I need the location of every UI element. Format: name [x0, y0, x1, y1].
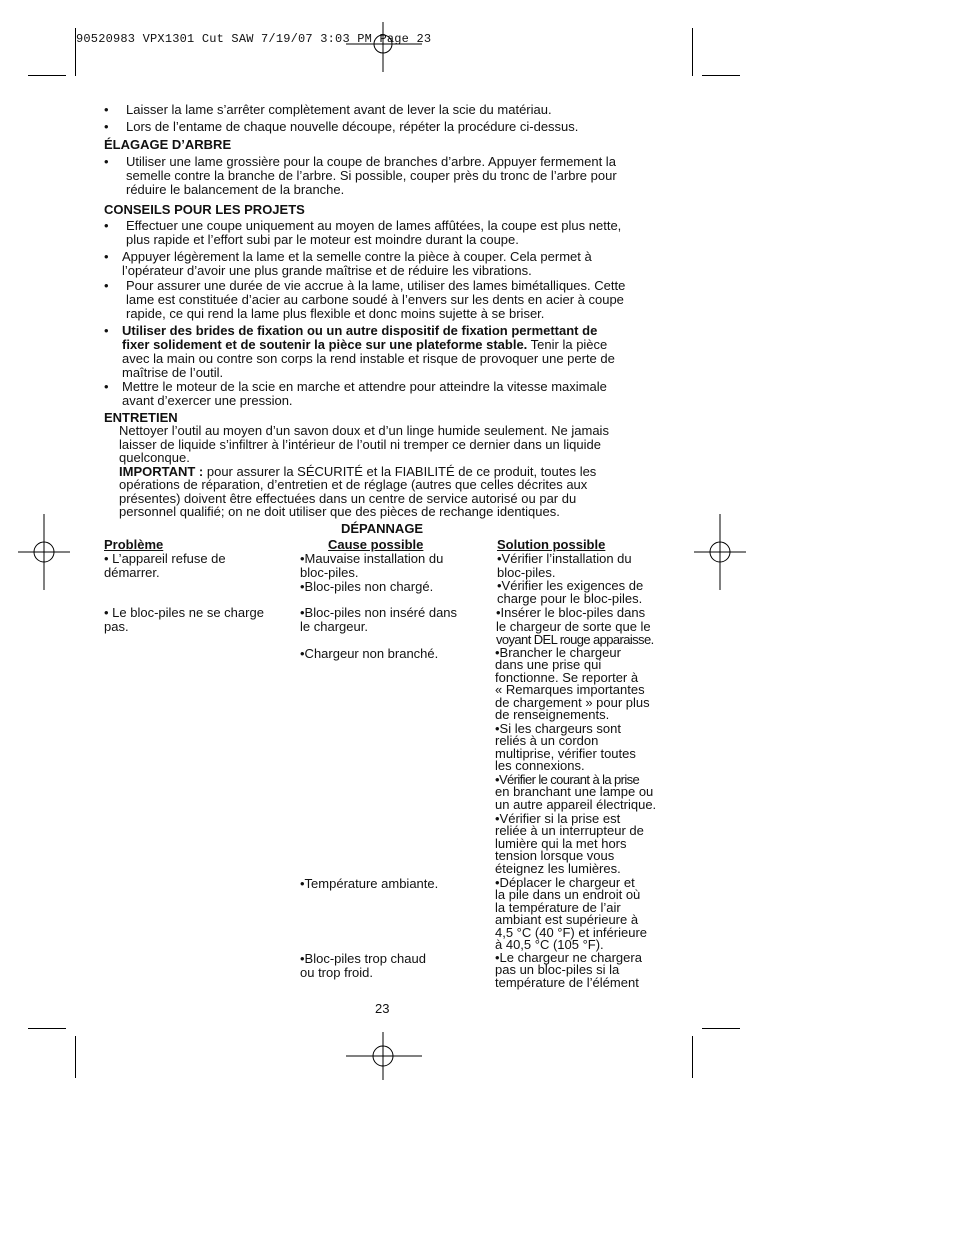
conseil-2: Appuyer légèrement la lame et la semelle contre la pièce à couper. Cela permet à l’opérateur d’avoir une plus grande maîtrise et de réduire les vibrations. [122, 249, 592, 278]
solution-7: •Vérifier si la prise est reliée à un interrupteur de lumière qui la met hors tension lorsque vous éteignez les lumières. [495, 811, 644, 876]
probleme-1: • L’appareil refuse de démarrer. [104, 551, 226, 580]
entretien-heading: ENTRETIEN [104, 410, 178, 425]
solution-4: •Brancher le chargeur dans une prise qui fonctionne. Se reporter à « Remarques importantes de chargement » pour plus de renseignements. [495, 645, 650, 723]
registration-mark-top [346, 22, 422, 72]
conseils-heading: CONSEILS POUR LES PROJETS [104, 202, 305, 217]
conseil-3: Pour assurer une durée de vie accrue à la lame, utiliser des lames bimétalliques. Cette lame est constituée d’acier au carbone soudé à l’envers sur les dents en acier à coupe rapide, ce qui rend la lame plus flexible et donc moins sujette à se briser. [126, 278, 626, 321]
cause-1: •Mauvaise installation du bloc-piles. [300, 551, 444, 580]
intro-bullet-1: Laisser la lame s’arrêter complètement avant de lever la scie du matériau. [126, 102, 552, 117]
conseil-5: Mettre le moteur de la scie en marche et attendre pour atteindre la vitesse maximale avant d’exercer une pression. [122, 379, 607, 408]
entretien-text: Nettoyer l’outil au moyen d’un savon doux et d’un linge humide seulement. Ne jamais laisser de liquide s’infiltrer à l’intérieur de l’outil ni tremper ce dernier dans un liquide quelconque. IMPORTANT : pour assurer la SÉCURITÉ et la FIABILITÉ de ce produit, toutes les opérations de réparation, d’entretien et de réglage (autres que celles décrites aux présentes) doivent être effectuées dans un centre de service autorisé ou par du personnel qualifié; on ne doit utiliser que des pièces de rechange identiques. [119, 423, 609, 519]
page-number: 23 [375, 1001, 390, 1016]
solution-9: •Le chargeur ne chargera pas un bloc-piles si la température de l’élément [495, 950, 642, 990]
solution-3: •Insérer le bloc-piles dans le chargeur de sorte que le voyant DEL rouge apparaisse. [496, 605, 654, 647]
print-header: 90520983 VPX1301 Cut SAW 7/19/07 3:03 PM Page 23 [76, 32, 432, 46]
solution-8: •Déplacer le chargeur et la pile dans un endroit où la température de l’air ambiant est supérieure à 4,5 °C (40 °F) et inférieure à 40,5 °C (105 °F). [495, 875, 648, 953]
registration-mark-left [18, 514, 70, 590]
header-solution: Solution possible [497, 537, 606, 552]
solution-1: •Vérifier l’installation du bloc-piles. [497, 551, 632, 580]
header-probleme: Problème [104, 537, 164, 552]
solution-2: •Vérifier les exigences de charge pour le bloc-piles. [497, 578, 644, 606]
conseil-4: Utiliser des brides de fixation ou un autre dispositif de fixation permettant de fixer solidement et de soutenir la pièce sur une plateforme stable. Tenir la pièce avec la main ou contre son corps la rend instable et risque de provoquer une perte de maîtrise de l’outil. [122, 323, 615, 380]
cause-6: •Bloc-piles trop chaud ou trop froid. [300, 951, 426, 980]
cause-4: •Chargeur non branché. [300, 646, 439, 661]
cause-5: •Température ambiante. [300, 876, 439, 891]
registration-mark-bottom [346, 1032, 422, 1080]
depannage-title: DÉPANNAGE [341, 521, 424, 536]
conseil-1: Effectuer une coupe uniquement au moyen de lames affûtées, la coupe est plus nette, plus rapide et l’effort subi par le moteur est moindre durant la coupe. [126, 218, 622, 247]
intro-bullet-2: Lors de l’entame de chaque nouvelle découpe, répéter la procédure ci-dessus. [126, 119, 579, 134]
registration-mark-right [694, 514, 746, 590]
solution-5: •Si les chargeurs sont reliés à un cordon multiprise, vérifier toutes les connexions. [495, 721, 636, 774]
probleme-2: • Le bloc-piles ne se charge pas. [104, 605, 264, 634]
cause-2: •Bloc-piles non chargé. [300, 579, 434, 594]
elagage-heading: ÉLAGAGE D’ARBRE [104, 137, 232, 152]
cause-3: •Bloc-piles non inséré dans le chargeur. [300, 605, 458, 634]
elagage-text: Utiliser une lame grossière pour la coupe de branches d’arbre. Appuyer fermement la semelle contre la branche de l’arbre. Si possible, couper près du tronc de l’arbre pour réduire le balancement de la branche. [126, 154, 617, 197]
solution-6: •Vérifier le courant à la prise en branchant une lampe ou un autre appareil électrique. [495, 772, 657, 812]
header-cause: Cause possible [328, 537, 424, 552]
